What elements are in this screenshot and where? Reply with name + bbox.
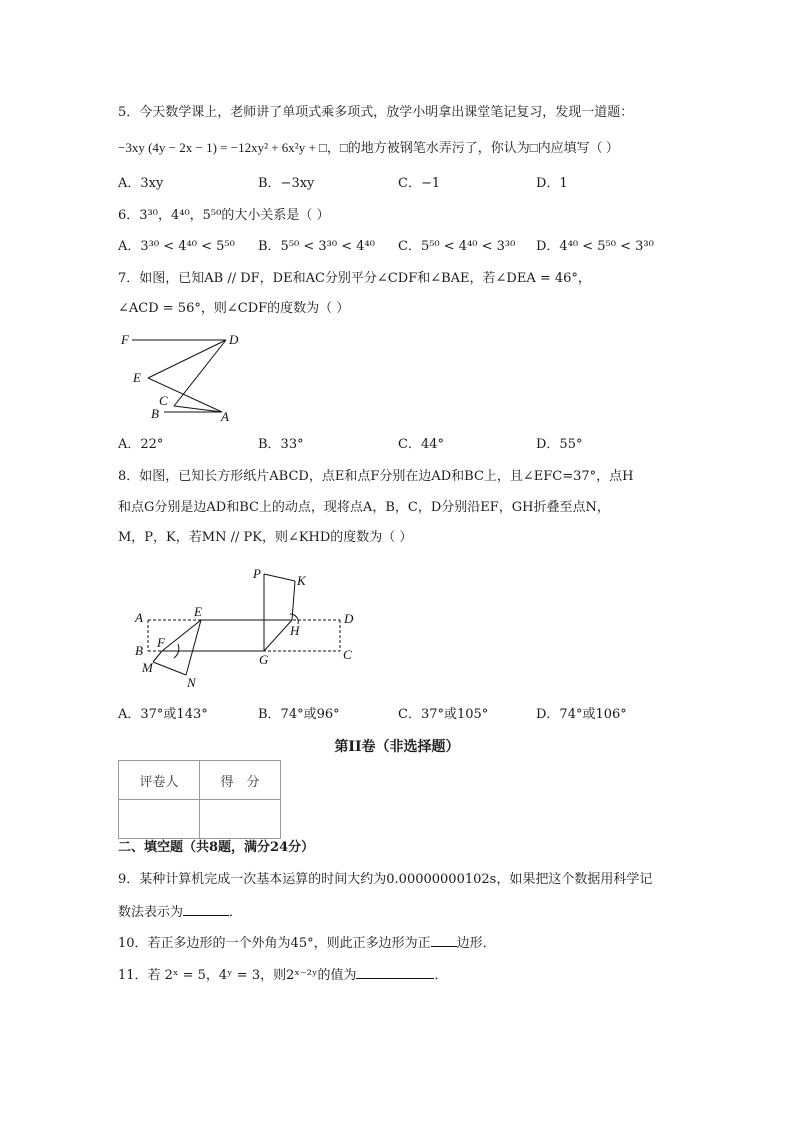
q8-label-d: D <box>344 611 354 626</box>
q8-label-h: H <box>290 623 300 638</box>
q8-stem-line1: 8．如图，已知长方形纸片ABCD，点E和点F分别在边AD和BC上，且∠EFC=37°，点H <box>118 469 634 484</box>
q7-label-b: B <box>151 406 159 421</box>
q8-label-c: C <box>343 647 352 662</box>
q8-stem-line2: 和点G分别是边AD和BC上的动点，现将点A，B，C，D分别沿EF，GH折叠至点N， <box>118 500 610 515</box>
q8-label-n: N <box>187 675 196 690</box>
q8-option-a: A．37°或143° <box>118 707 208 722</box>
q7-segment-dc <box>174 340 226 406</box>
q9-stem-line2 <box>118 901 242 923</box>
q8-label-f: F <box>157 635 165 650</box>
q8-label-b: B <box>135 643 143 658</box>
q8-crease-ef <box>162 620 201 651</box>
q8-label-p: P <box>253 566 261 581</box>
q11-text-after: ． <box>434 968 448 983</box>
q5-stem-line2: −3xy (4y − 2x − 1) = −12xy² + 6x²y + □，□的地方被钢笔水弄污了，你认为□内应填写（ ） <box>118 140 619 155</box>
q8-label-a: A <box>135 610 143 625</box>
q7-label-d: D <box>229 332 239 347</box>
q7-segment-de <box>148 340 226 378</box>
q7-label-f: F <box>121 332 129 347</box>
q5-option-d: D．1 <box>536 176 568 191</box>
q9-text-before: 数法表示为 <box>118 905 184 920</box>
q8-fold-pk <box>264 574 295 581</box>
q5-option-a: A．3xy <box>118 176 164 191</box>
q11-answer-blank[interactable] <box>356 964 434 979</box>
q7-stem-line2: ∠ACD = 56°，则∠CDF的度数为（ ） <box>118 301 350 316</box>
q9-answer-blank[interactable] <box>183 901 229 916</box>
q6-option-c: C．5⁵⁰ < 4⁴⁰ < 3³⁰ <box>398 239 516 254</box>
q11-stem <box>118 964 447 986</box>
q8-fold-nm <box>153 662 186 675</box>
q10-text-before: 10．若正多边形的一个外角为45°，则此正多边形为正 <box>118 936 431 951</box>
q7-label-c: C <box>159 393 168 408</box>
q6-option-a: A．3³⁰ < 4⁴⁰ < 5⁵⁰ <box>118 239 235 254</box>
score-table <box>118 760 281 839</box>
q7-option-d: D．55° <box>536 437 583 452</box>
score-table-reviewer-header: 评卷人 <box>119 761 200 800</box>
q8-label-g: G <box>259 652 269 667</box>
q9-text-after: ． <box>229 905 243 920</box>
q6-stem: 6．3³⁰，4⁴⁰，5⁵⁰的大小关系是（ ） <box>118 208 330 223</box>
q5-option-c: C．−1 <box>398 176 441 191</box>
q8-crease-gh <box>264 620 292 651</box>
q8-label-e: E <box>194 604 202 619</box>
q8-stem-line3: M，P，K，若MN // PK，则∠KHD的度数为（ ） <box>118 530 413 545</box>
q10-stem <box>118 932 496 954</box>
part-title: 二、填空题（共8题，满分24分） <box>118 840 315 855</box>
q5-stem-line1: 5．今天数学课上，老师讲了单项式乘多项式，放学小明拿出课堂笔记复习，发现一道题： <box>118 105 634 120</box>
q8-option-b: B．74°或96° <box>258 707 340 722</box>
q7-label-e: E <box>133 370 141 385</box>
q7-option-a: A．22° <box>118 437 164 452</box>
q7-label-a: A <box>221 409 229 423</box>
q8-option-c: C．37°或105° <box>398 707 489 722</box>
q8-figure <box>130 562 370 692</box>
q7-stem-line1: 7．如图，已知AB // DF，DE和AC分别平分∠CDF和∠BAE，若∠DEA = 46°， <box>118 271 591 286</box>
q7-option-b: B．33° <box>258 437 304 452</box>
q5-option-b: B．−3xy <box>258 176 315 191</box>
q8-label-k: K <box>297 573 306 588</box>
q8-label-m: M <box>142 660 153 675</box>
q11-text-before: 11．若 2ˣ = 5，4ʸ = 3，则2ˣ⁻²ʸ的值为 <box>118 968 357 983</box>
score-table-score-cell <box>200 800 281 839</box>
q9-stem-line1: 9．某种计算机完成一次基本运算的时间大约为0.00000000102s，如果把这个数据用科学记 <box>118 872 653 887</box>
q8-option-d: D．74°或106° <box>536 707 627 722</box>
q8-fold-mf <box>153 651 162 662</box>
section-title: 第II卷（非选择题） <box>334 739 460 755</box>
q10-text-after: 边形． <box>456 936 496 951</box>
q7-option-c: C．44° <box>398 437 444 452</box>
score-table-reviewer-cell <box>119 800 200 839</box>
score-table-score-header: 得 分 <box>200 761 281 800</box>
q7-figure <box>118 328 248 423</box>
q8-fold-en <box>186 620 201 675</box>
q6-option-b: B．5⁵⁰ < 3³⁰ < 4⁴⁰ <box>258 239 375 254</box>
q10-answer-blank[interactable] <box>431 932 457 947</box>
q6-option-d: D．4⁴⁰ < 5⁵⁰ < 3³⁰ <box>536 239 654 254</box>
